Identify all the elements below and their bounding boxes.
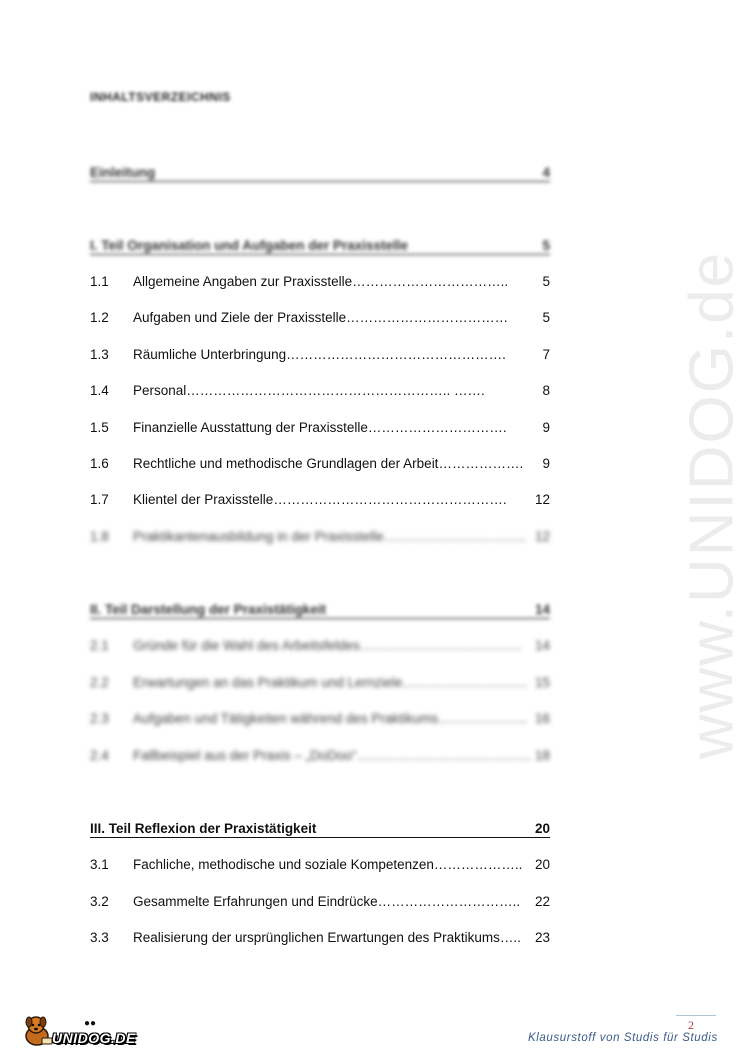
toc-entry-3-2[interactable] — [90, 892, 550, 912]
document-title: INHALTSVERZEICHNIS — [90, 90, 231, 104]
toc-entry-text: Aufgaben und Ziele der Praxisstelle……………………………… — [133, 310, 509, 325]
toc-entry-text: Erwartungen an das Praktikum und Lernziele………………………. — [133, 675, 528, 690]
toc-entry-text: III. Teil Reflexion der Praxistätigkeit — [90, 821, 317, 836]
toc-heading-part-3[interactable] — [90, 819, 550, 839]
toc-heading-part-2[interactable] — [90, 600, 550, 620]
toc-page-number: 12 — [534, 529, 550, 544]
toc-page-number: 5 — [542, 310, 550, 325]
toc-entry-number: 1.4 — [90, 383, 109, 398]
toc-entry-text: Praktikantenausbildung in der Praxisstelle………………………….. — [133, 529, 527, 544]
toc-entry-1-7[interactable] — [90, 490, 550, 510]
toc-page-number: 20 — [534, 821, 550, 836]
toc-entry-1-2[interactable] — [90, 308, 550, 328]
toc-entry-number: 1.8 — [90, 529, 109, 544]
toc-page-number: 5 — [542, 238, 550, 253]
page-number: 2 — [688, 1018, 694, 1032]
toc-entry-text: Klientel der Praxisstelle……………………………………………. — [133, 492, 507, 507]
toc-entry-text: Allgemeine Angaben zur Praxisstelle…………………………….. — [133, 274, 509, 289]
toc-entry-text: Räumliche Unterbringung…………………………………………. — [133, 347, 506, 362]
toc-entry-number: 2.3 — [90, 711, 109, 726]
toc-entry-text: Realisierung der ursprünglichen Erwartungen des Praktikums….. — [133, 930, 521, 945]
unidog-logo[interactable] — [22, 1014, 172, 1050]
toc-entry-number: 2.4 — [90, 748, 109, 763]
dog-mascot-icon — [22, 1014, 56, 1048]
toc-entry-1-8[interactable] — [90, 527, 550, 547]
paw-print-icon: ●● — [84, 1018, 97, 1029]
toc-entry-2-3[interactable] — [90, 709, 550, 729]
toc-entry-2-4[interactable] — [90, 746, 550, 766]
toc-entry-number: 1.2 — [90, 310, 109, 325]
toc-page-number: 18 — [534, 748, 550, 763]
toc-page-number: 15 — [534, 675, 550, 690]
toc-entry-text: Fallbeispiel aus der Praxis – „DoDoo“………………………………… — [133, 748, 533, 763]
footer-slogan: Klausurstoff von Studis für Studis — [528, 1032, 718, 1044]
toc-entry-3-1[interactable] — [90, 855, 550, 875]
toc-entry-number: 3.1 — [90, 857, 109, 872]
toc-entry-text: Aufgaben und Tätigkeiten während des Praktikums……………….. — [133, 711, 527, 726]
toc-page-number: 4 — [542, 165, 550, 180]
toc-page-number: 7 — [542, 347, 550, 362]
toc-page-number: 12 — [534, 492, 550, 507]
toc-page-number: 14 — [534, 602, 550, 617]
toc-entry-text: I. Teil Organisation und Aufgaben der Praxisstelle — [90, 238, 409, 253]
toc-entry-1-4[interactable] — [90, 381, 550, 401]
toc-page-number: 20 — [534, 857, 550, 872]
toc-entry-number: 3.2 — [90, 894, 109, 909]
toc-entry-number: 2.1 — [90, 638, 109, 653]
toc-entry-number: 3.3 — [90, 930, 109, 945]
toc-entry-1-5[interactable] — [90, 418, 550, 438]
toc-entry-2-1[interactable] — [90, 636, 550, 656]
toc-entry-text: Gesammelte Erfahrungen und Eindrücke………………………….. — [133, 894, 521, 909]
toc-page-number: 22 — [534, 894, 550, 909]
watermark: www.UNIDOG.de — [677, 250, 747, 760]
toc-page-number: 14 — [534, 638, 550, 653]
toc-entry-number: 1.5 — [90, 420, 109, 435]
toc-entry-text: Fachliche, methodische und soziale Kompetenzen……………….. — [133, 857, 523, 872]
toc-entry-text: Finanzielle Ausstattung der Praxisstelle…………………………. — [133, 420, 507, 435]
toc-page-number: 9 — [542, 420, 550, 435]
toc-entry-number: 1.1 — [90, 274, 109, 289]
toc-entry-number: 1.6 — [90, 456, 109, 471]
toc-heading-introduction[interactable] — [90, 163, 550, 183]
toc-entry-3-3[interactable] — [90, 928, 550, 948]
toc-page-number: 5 — [542, 274, 550, 289]
toc-entry-number: 2.2 — [90, 675, 109, 690]
toc-entry-text: Einleitung — [90, 165, 156, 180]
toc-entry-1-6[interactable] — [90, 454, 550, 474]
toc-entry-text: II. Teil Darstellung der Praxistätigkeit — [90, 602, 327, 617]
toc-entry-number: 1.7 — [90, 492, 109, 507]
toc-entry-number: 1.3 — [90, 347, 109, 362]
toc-entry-1-1[interactable] — [90, 272, 550, 292]
logo-text: UNIDOG.DE — [52, 1030, 136, 1046]
toc-page-number: 23 — [534, 930, 550, 945]
toc-page-number: 8 — [542, 383, 550, 398]
toc-entry-text: Rechtliche und methodische Grundlagen der Arbeit………………. — [133, 456, 524, 471]
toc-page-number: 9 — [542, 456, 550, 471]
toc-entry-2-2[interactable] — [90, 673, 550, 693]
toc-entry-text: Gründe für die Wahl des Arbeitsfeldes……………………………… — [133, 638, 522, 653]
toc-heading-part-1[interactable] — [90, 236, 550, 256]
footer-divider — [676, 1015, 716, 1016]
toc-entry-text: Personal………………………………………………….. ……. — [133, 383, 485, 398]
toc-page-number: 16 — [534, 711, 550, 726]
toc-entry-1-3[interactable] — [90, 345, 550, 365]
